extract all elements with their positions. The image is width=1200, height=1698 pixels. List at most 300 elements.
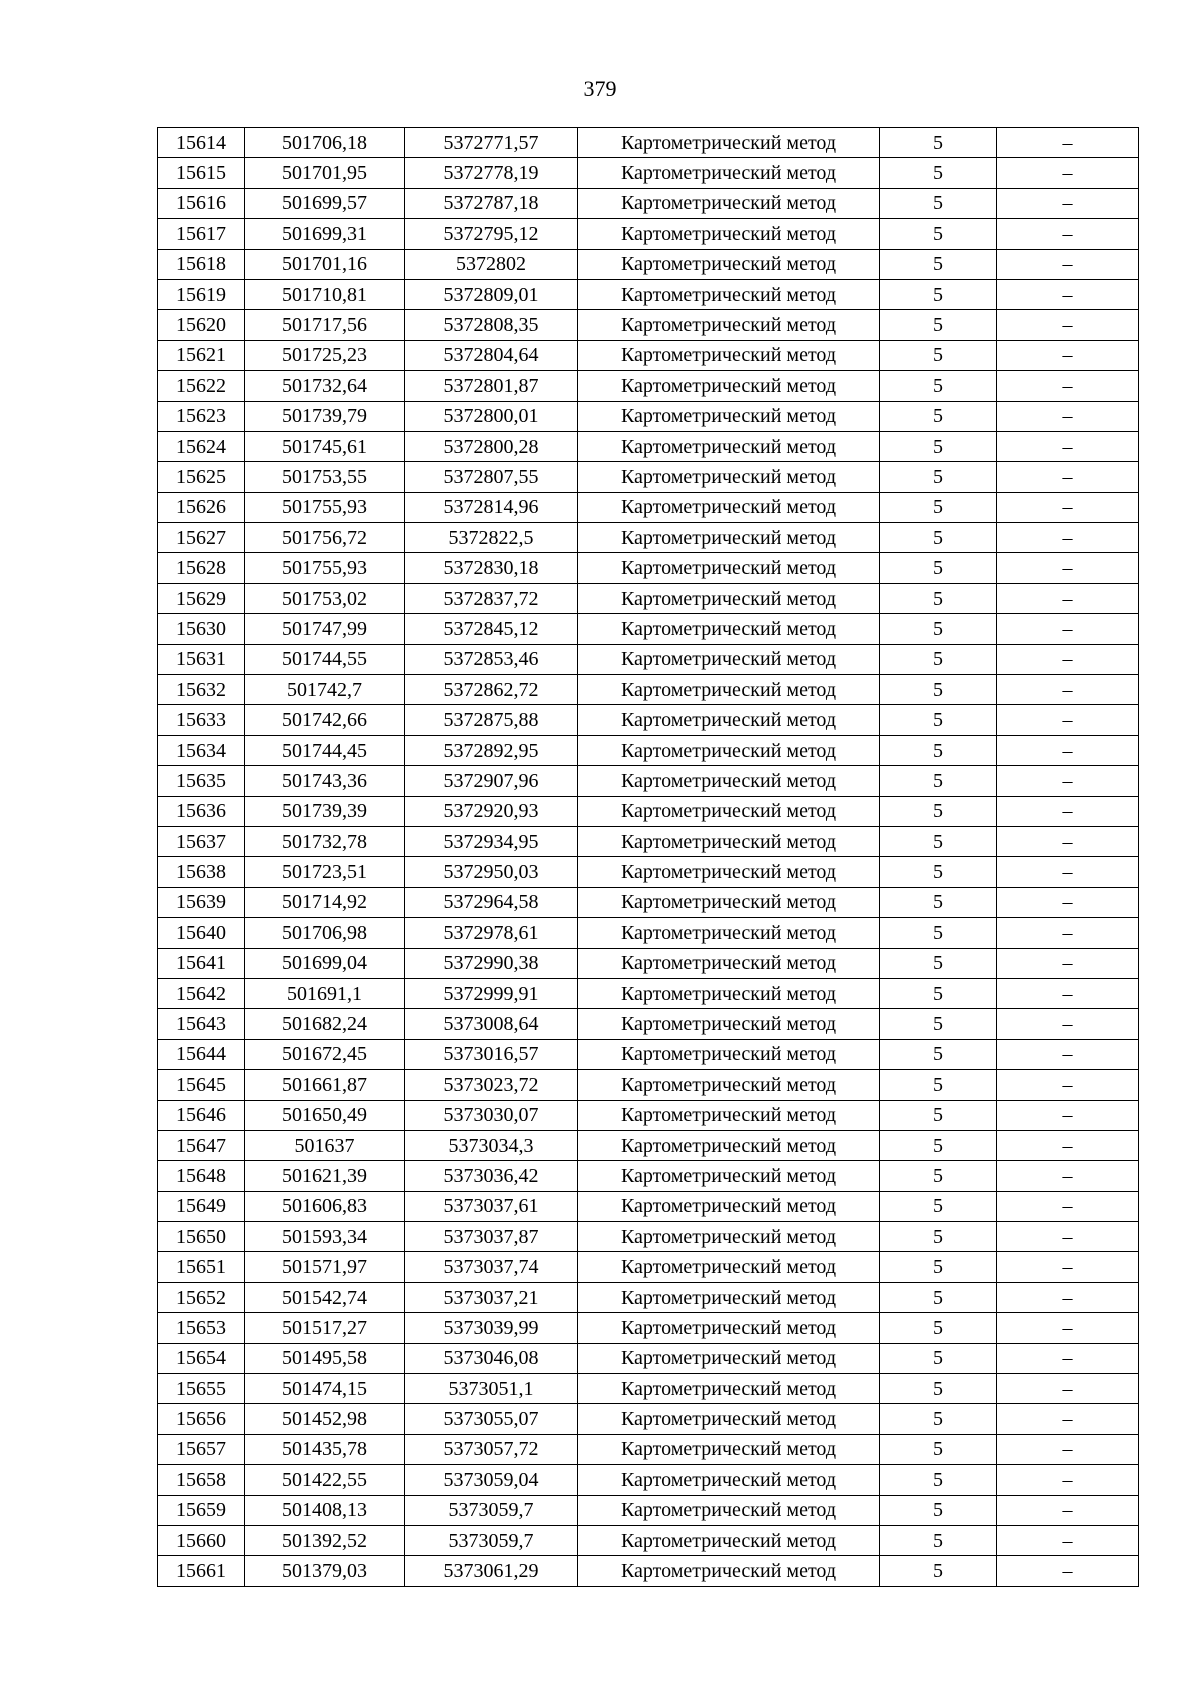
method-cell: Картометрический метод	[578, 1374, 880, 1404]
y-coordinate-cell: 5372801,87	[405, 371, 578, 401]
table-row	[158, 371, 1139, 401]
table-row	[158, 158, 1139, 188]
accuracy-cell: 5	[880, 1070, 997, 1100]
method-cell: Картометрический метод	[578, 401, 880, 431]
point-number-cell: 15641	[158, 948, 245, 978]
y-coordinate-cell: 5373057,72	[405, 1434, 578, 1464]
description-cell: –	[997, 553, 1139, 583]
x-coordinate-cell: 501542,74	[245, 1282, 405, 1312]
point-number-cell: 15634	[158, 735, 245, 765]
accuracy-cell: 5	[880, 705, 997, 735]
table-row	[158, 1039, 1139, 1069]
y-coordinate-cell: 5372787,18	[405, 188, 578, 218]
y-coordinate-cell: 5372950,03	[405, 857, 578, 887]
description-cell: –	[997, 978, 1139, 1008]
method-cell: Картометрический метод	[578, 948, 880, 978]
y-coordinate-cell: 5372814,96	[405, 492, 578, 522]
accuracy-cell: 5	[880, 249, 997, 279]
table-row	[158, 188, 1139, 218]
description-cell: –	[997, 1434, 1139, 1464]
table-row	[158, 614, 1139, 644]
point-number-cell: 15636	[158, 796, 245, 826]
x-coordinate-cell: 501650,49	[245, 1100, 405, 1130]
accuracy-cell: 5	[880, 158, 997, 188]
description-cell: –	[997, 826, 1139, 856]
description-cell: –	[997, 1404, 1139, 1434]
description-cell: –	[997, 1252, 1139, 1282]
method-cell: Картометрический метод	[578, 796, 880, 826]
y-coordinate-cell: 5372830,18	[405, 553, 578, 583]
y-coordinate-cell: 5373030,07	[405, 1100, 578, 1130]
accuracy-cell: 5	[880, 1252, 997, 1282]
x-coordinate-cell: 501637	[245, 1130, 405, 1160]
point-number-cell: 15651	[158, 1252, 245, 1282]
accuracy-cell: 5	[880, 492, 997, 522]
description-cell: –	[997, 1009, 1139, 1039]
y-coordinate-cell: 5373037,21	[405, 1282, 578, 1312]
y-coordinate-cell: 5372892,95	[405, 735, 578, 765]
description-cell: –	[997, 401, 1139, 431]
point-number-cell: 15626	[158, 492, 245, 522]
x-coordinate-cell: 501739,79	[245, 401, 405, 431]
method-cell: Картометрический метод	[578, 735, 880, 765]
point-number-cell: 15625	[158, 462, 245, 492]
accuracy-cell: 5	[880, 1495, 997, 1525]
accuracy-cell: 5	[880, 553, 997, 583]
point-number-cell: 15654	[158, 1343, 245, 1373]
description-cell: –	[997, 796, 1139, 826]
accuracy-cell: 5	[880, 1009, 997, 1039]
table-row	[158, 1282, 1139, 1312]
method-cell: Картометрический метод	[578, 1525, 880, 1555]
method-cell: Картометрический метод	[578, 492, 880, 522]
method-cell: Картометрический метод	[578, 128, 880, 158]
accuracy-cell: 5	[880, 1374, 997, 1404]
description-cell: –	[997, 279, 1139, 309]
point-number-cell: 15630	[158, 614, 245, 644]
table-row	[158, 644, 1139, 674]
y-coordinate-cell: 5372807,55	[405, 462, 578, 492]
description-cell: –	[997, 1465, 1139, 1495]
description-cell: –	[997, 158, 1139, 188]
accuracy-cell: 5	[880, 796, 997, 826]
accuracy-cell: 5	[880, 371, 997, 401]
accuracy-cell: 5	[880, 766, 997, 796]
table-row	[158, 918, 1139, 948]
y-coordinate-cell: 5373039,99	[405, 1313, 578, 1343]
y-coordinate-cell: 5372837,72	[405, 583, 578, 613]
point-number-cell: 15615	[158, 158, 245, 188]
description-cell: –	[997, 371, 1139, 401]
method-cell: Картометрический метод	[578, 249, 880, 279]
y-coordinate-cell: 5372808,35	[405, 310, 578, 340]
x-coordinate-cell: 501672,45	[245, 1039, 405, 1069]
point-number-cell: 15648	[158, 1161, 245, 1191]
point-number-cell: 15624	[158, 431, 245, 461]
y-coordinate-cell: 5372822,5	[405, 523, 578, 553]
x-coordinate-cell: 501593,34	[245, 1222, 405, 1252]
table-row	[158, 1495, 1139, 1525]
x-coordinate-cell: 501706,98	[245, 918, 405, 948]
y-coordinate-cell: 5373061,29	[405, 1556, 578, 1586]
method-cell: Картометрический метод	[578, 1434, 880, 1464]
accuracy-cell: 5	[880, 1556, 997, 1586]
point-number-cell: 15627	[158, 523, 245, 553]
method-cell: Картометрический метод	[578, 705, 880, 735]
x-coordinate-cell: 501725,23	[245, 340, 405, 370]
table-row	[158, 948, 1139, 978]
method-cell: Картометрический метод	[578, 614, 880, 644]
page-number: 379	[583, 76, 617, 101]
description-cell: –	[997, 219, 1139, 249]
description-cell: –	[997, 1374, 1139, 1404]
point-number-cell: 15617	[158, 219, 245, 249]
method-cell: Картометрический метод	[578, 1343, 880, 1373]
y-coordinate-cell: 5372771,57	[405, 128, 578, 158]
table-row	[158, 492, 1139, 522]
x-coordinate-cell: 501753,55	[245, 462, 405, 492]
method-cell: Картометрический метод	[578, 1313, 880, 1343]
description-cell: –	[997, 1070, 1139, 1100]
table-row	[158, 1130, 1139, 1160]
point-number-cell: 15645	[158, 1070, 245, 1100]
accuracy-cell: 5	[880, 857, 997, 887]
description-cell: –	[997, 1161, 1139, 1191]
accuracy-cell: 5	[880, 462, 997, 492]
description-cell: –	[997, 1222, 1139, 1252]
table-row	[158, 1374, 1139, 1404]
method-cell: Картометрический метод	[578, 523, 880, 553]
point-number-cell: 15655	[158, 1374, 245, 1404]
method-cell: Картометрический метод	[578, 644, 880, 674]
x-coordinate-cell: 501379,03	[245, 1556, 405, 1586]
table-row	[158, 1404, 1139, 1434]
point-number-cell: 15631	[158, 644, 245, 674]
method-cell: Картометрический метод	[578, 431, 880, 461]
x-coordinate-cell: 501682,24	[245, 1009, 405, 1039]
table-row	[158, 462, 1139, 492]
x-coordinate-cell: 501742,7	[245, 675, 405, 705]
y-coordinate-cell: 5372800,01	[405, 401, 578, 431]
description-cell: –	[997, 1313, 1139, 1343]
description-cell: –	[997, 583, 1139, 613]
accuracy-cell: 5	[880, 401, 997, 431]
x-coordinate-cell: 501422,55	[245, 1465, 405, 1495]
table-row	[158, 1556, 1139, 1586]
point-number-cell: 15646	[158, 1100, 245, 1130]
method-cell: Картометрический метод	[578, 826, 880, 856]
coordinates-table	[157, 127, 1139, 1587]
method-cell: Картометрический метод	[578, 279, 880, 309]
point-number-cell: 15614	[158, 128, 245, 158]
point-number-cell: 15647	[158, 1130, 245, 1160]
accuracy-cell: 5	[880, 644, 997, 674]
x-coordinate-cell: 501743,36	[245, 766, 405, 796]
table-row	[158, 1222, 1139, 1252]
accuracy-cell: 5	[880, 128, 997, 158]
y-coordinate-cell: 5373037,61	[405, 1191, 578, 1221]
y-coordinate-cell: 5372800,28	[405, 431, 578, 461]
accuracy-cell: 5	[880, 1343, 997, 1373]
y-coordinate-cell: 5372853,46	[405, 644, 578, 674]
y-coordinate-cell: 5372978,61	[405, 918, 578, 948]
accuracy-cell: 5	[880, 887, 997, 917]
y-coordinate-cell: 5373016,57	[405, 1039, 578, 1069]
x-coordinate-cell: 501474,15	[245, 1374, 405, 1404]
method-cell: Картометрический метод	[578, 978, 880, 1008]
x-coordinate-cell: 501517,27	[245, 1313, 405, 1343]
x-coordinate-cell: 501621,39	[245, 1161, 405, 1191]
y-coordinate-cell: 5372804,64	[405, 340, 578, 370]
method-cell: Картометрический метод	[578, 1191, 880, 1221]
y-coordinate-cell: 5373036,42	[405, 1161, 578, 1191]
x-coordinate-cell: 501755,93	[245, 492, 405, 522]
x-coordinate-cell: 501717,56	[245, 310, 405, 340]
accuracy-cell: 5	[880, 1100, 997, 1130]
x-coordinate-cell: 501742,66	[245, 705, 405, 735]
y-coordinate-cell: 5372862,72	[405, 675, 578, 705]
y-coordinate-cell: 5373046,08	[405, 1343, 578, 1373]
accuracy-cell: 5	[880, 1039, 997, 1069]
method-cell: Картометрический метод	[578, 1009, 880, 1039]
table-row	[158, 675, 1139, 705]
accuracy-cell: 5	[880, 1282, 997, 1312]
y-coordinate-cell: 5372809,01	[405, 279, 578, 309]
point-number-cell: 15622	[158, 371, 245, 401]
description-cell: –	[997, 492, 1139, 522]
table-row	[158, 1009, 1139, 1039]
y-coordinate-cell: 5372999,91	[405, 978, 578, 1008]
accuracy-cell: 5	[880, 1191, 997, 1221]
description-cell: –	[997, 887, 1139, 917]
description-cell: –	[997, 948, 1139, 978]
description-cell: –	[997, 1191, 1139, 1221]
point-number-cell: 15629	[158, 583, 245, 613]
x-coordinate-cell: 501753,02	[245, 583, 405, 613]
table-row	[158, 249, 1139, 279]
description-cell: –	[997, 340, 1139, 370]
description-cell: –	[997, 1100, 1139, 1130]
table-row	[158, 1343, 1139, 1373]
point-number-cell: 15657	[158, 1434, 245, 1464]
point-number-cell: 15620	[158, 310, 245, 340]
description-cell: –	[997, 675, 1139, 705]
x-coordinate-cell: 501714,92	[245, 887, 405, 917]
point-number-cell: 15652	[158, 1282, 245, 1312]
method-cell: Картометрический метод	[578, 857, 880, 887]
accuracy-cell: 5	[880, 279, 997, 309]
x-coordinate-cell: 501691,1	[245, 978, 405, 1008]
accuracy-cell: 5	[880, 219, 997, 249]
accuracy-cell: 5	[880, 1130, 997, 1160]
accuracy-cell: 5	[880, 1222, 997, 1252]
x-coordinate-cell: 501745,61	[245, 431, 405, 461]
point-number-cell: 15640	[158, 918, 245, 948]
method-cell: Картометрический метод	[578, 1282, 880, 1312]
accuracy-cell: 5	[880, 583, 997, 613]
y-coordinate-cell: 5373051,1	[405, 1374, 578, 1404]
description-cell: –	[997, 1343, 1139, 1373]
accuracy-cell: 5	[880, 1434, 997, 1464]
y-coordinate-cell: 5373037,87	[405, 1222, 578, 1252]
x-coordinate-cell: 501495,58	[245, 1343, 405, 1373]
x-coordinate-cell: 501744,55	[245, 644, 405, 674]
description-cell: –	[997, 735, 1139, 765]
y-coordinate-cell: 5372934,95	[405, 826, 578, 856]
method-cell: Картометрический метод	[578, 371, 880, 401]
x-coordinate-cell: 501701,16	[245, 249, 405, 279]
y-coordinate-cell: 5373023,72	[405, 1070, 578, 1100]
description-cell: –	[997, 644, 1139, 674]
point-number-cell: 15650	[158, 1222, 245, 1252]
x-coordinate-cell: 501755,93	[245, 553, 405, 583]
point-number-cell: 15639	[158, 887, 245, 917]
y-coordinate-cell: 5373008,64	[405, 1009, 578, 1039]
description-cell: –	[997, 614, 1139, 644]
description-cell: –	[997, 857, 1139, 887]
y-coordinate-cell: 5372795,12	[405, 219, 578, 249]
x-coordinate-cell: 501699,31	[245, 219, 405, 249]
point-number-cell: 15633	[158, 705, 245, 735]
x-coordinate-cell: 501756,72	[245, 523, 405, 553]
method-cell: Картометрический метод	[578, 583, 880, 613]
point-number-cell: 15619	[158, 279, 245, 309]
point-number-cell: 15623	[158, 401, 245, 431]
x-coordinate-cell: 501392,52	[245, 1525, 405, 1555]
table-row	[158, 1161, 1139, 1191]
x-coordinate-cell: 501435,78	[245, 1434, 405, 1464]
table-row	[158, 826, 1139, 856]
accuracy-cell: 5	[880, 978, 997, 1008]
table-row	[158, 857, 1139, 887]
y-coordinate-cell: 5373059,04	[405, 1465, 578, 1495]
accuracy-cell: 5	[880, 918, 997, 948]
description-cell: –	[997, 249, 1139, 279]
accuracy-cell: 5	[880, 1404, 997, 1434]
description-cell: –	[997, 1495, 1139, 1525]
description-cell: –	[997, 310, 1139, 340]
description-cell: –	[997, 918, 1139, 948]
table-row	[158, 1252, 1139, 1282]
table-row	[158, 705, 1139, 735]
method-cell: Картометрический метод	[578, 1556, 880, 1586]
y-coordinate-cell: 5373059,7	[405, 1525, 578, 1555]
method-cell: Картометрический метод	[578, 553, 880, 583]
method-cell: Картометрический метод	[578, 766, 880, 796]
x-coordinate-cell: 501732,64	[245, 371, 405, 401]
x-coordinate-cell: 501710,81	[245, 279, 405, 309]
description-cell: –	[997, 1556, 1139, 1586]
y-coordinate-cell: 5372845,12	[405, 614, 578, 644]
table-row	[158, 735, 1139, 765]
method-cell: Картометрический метод	[578, 1222, 880, 1252]
method-cell: Картометрический метод	[578, 1161, 880, 1191]
accuracy-cell: 5	[880, 188, 997, 218]
point-number-cell: 15660	[158, 1525, 245, 1555]
table-row	[158, 431, 1139, 461]
table-row	[158, 978, 1139, 1008]
description-cell: –	[997, 462, 1139, 492]
point-number-cell: 15632	[158, 675, 245, 705]
y-coordinate-cell: 5372875,88	[405, 705, 578, 735]
method-cell: Картометрический метод	[578, 158, 880, 188]
method-cell: Картометрический метод	[578, 310, 880, 340]
description-cell: –	[997, 1039, 1139, 1069]
method-cell: Картометрический метод	[578, 1130, 880, 1160]
x-coordinate-cell: 501744,45	[245, 735, 405, 765]
accuracy-cell: 5	[880, 1525, 997, 1555]
point-number-cell: 15628	[158, 553, 245, 583]
table-row	[158, 766, 1139, 796]
point-number-cell: 15659	[158, 1495, 245, 1525]
point-number-cell: 15621	[158, 340, 245, 370]
method-cell: Картометрический метод	[578, 462, 880, 492]
accuracy-cell: 5	[880, 948, 997, 978]
accuracy-cell: 5	[880, 340, 997, 370]
accuracy-cell: 5	[880, 310, 997, 340]
accuracy-cell: 5	[880, 735, 997, 765]
y-coordinate-cell: 5373059,7	[405, 1495, 578, 1525]
x-coordinate-cell: 501747,99	[245, 614, 405, 644]
table-row	[158, 1070, 1139, 1100]
x-coordinate-cell: 501452,98	[245, 1404, 405, 1434]
accuracy-cell: 5	[880, 523, 997, 553]
point-number-cell: 15649	[158, 1191, 245, 1221]
method-cell: Картометрический метод	[578, 219, 880, 249]
table-row	[158, 523, 1139, 553]
table-row	[158, 1525, 1139, 1555]
y-coordinate-cell: 5372964,58	[405, 887, 578, 917]
x-coordinate-cell: 501661,87	[245, 1070, 405, 1100]
x-coordinate-cell: 501699,04	[245, 948, 405, 978]
x-coordinate-cell: 501701,95	[245, 158, 405, 188]
y-coordinate-cell: 5372802	[405, 249, 578, 279]
accuracy-cell: 5	[880, 675, 997, 705]
table-row	[158, 310, 1139, 340]
point-number-cell: 15618	[158, 249, 245, 279]
description-cell: –	[997, 431, 1139, 461]
description-cell: –	[997, 1282, 1139, 1312]
table-row	[158, 401, 1139, 431]
table-row	[158, 553, 1139, 583]
point-number-cell: 15616	[158, 188, 245, 218]
table-row	[158, 340, 1139, 370]
table-row	[158, 887, 1139, 917]
y-coordinate-cell: 5372778,19	[405, 158, 578, 188]
description-cell: –	[997, 188, 1139, 218]
accuracy-cell: 5	[880, 431, 997, 461]
x-coordinate-cell: 501732,78	[245, 826, 405, 856]
point-number-cell: 15638	[158, 857, 245, 887]
accuracy-cell: 5	[880, 614, 997, 644]
x-coordinate-cell: 501408,13	[245, 1495, 405, 1525]
method-cell: Картометрический метод	[578, 1252, 880, 1282]
y-coordinate-cell: 5373037,74	[405, 1252, 578, 1282]
table-row	[158, 219, 1139, 249]
point-number-cell: 15661	[158, 1556, 245, 1586]
method-cell: Картометрический метод	[578, 188, 880, 218]
accuracy-cell: 5	[880, 1161, 997, 1191]
y-coordinate-cell: 5372907,96	[405, 766, 578, 796]
description-cell: –	[997, 705, 1139, 735]
y-coordinate-cell: 5372920,93	[405, 796, 578, 826]
y-coordinate-cell: 5373034,3	[405, 1130, 578, 1160]
x-coordinate-cell: 501739,39	[245, 796, 405, 826]
description-cell: –	[997, 1130, 1139, 1160]
method-cell: Картометрический метод	[578, 1404, 880, 1434]
accuracy-cell: 5	[880, 1465, 997, 1495]
description-cell: –	[997, 128, 1139, 158]
